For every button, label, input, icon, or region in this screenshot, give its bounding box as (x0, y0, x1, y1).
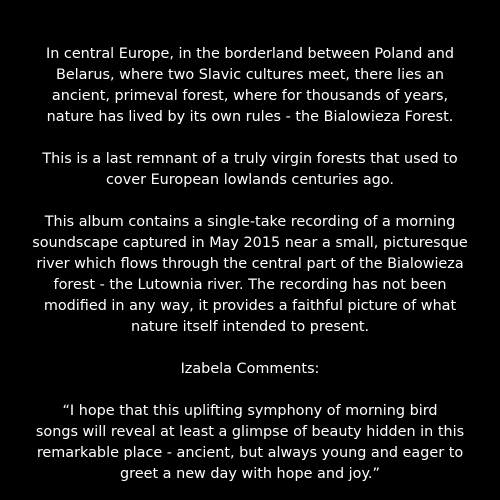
intro-paragraph: In central Europe, in the borderland between Poland and Belarus, where two Slavic cultures meet, there lies an ancient, primeval forest, where for thousands of years, nature has lived by its own rules - the Bialowieza Forest. (45, 46, 455, 125)
album-paragraph: This album contains a single-take recording of a morning soundscape captured in May 2015 near a small, picturesque river which flows through the central part of the Bialowieza forest - the Lutownia river. The recording has not been modified in any way, it provides a faithful picture of what nature itself intended to present. (32, 214, 468, 335)
remnant-paragraph: This is a last remnant of a truly virgin forests that used to cover European lowlands centuries ago. (42, 151, 458, 188)
quote-paragraph: “I hope that this uplifting symphony of morning bird songs will reveal at least a glimpse of beauty hidden in this remarkable place - ancient, but always young and eager to greet a new day with hope and joy.” (35, 403, 465, 482)
comments-heading: Izabela Comments: (180, 361, 320, 377)
